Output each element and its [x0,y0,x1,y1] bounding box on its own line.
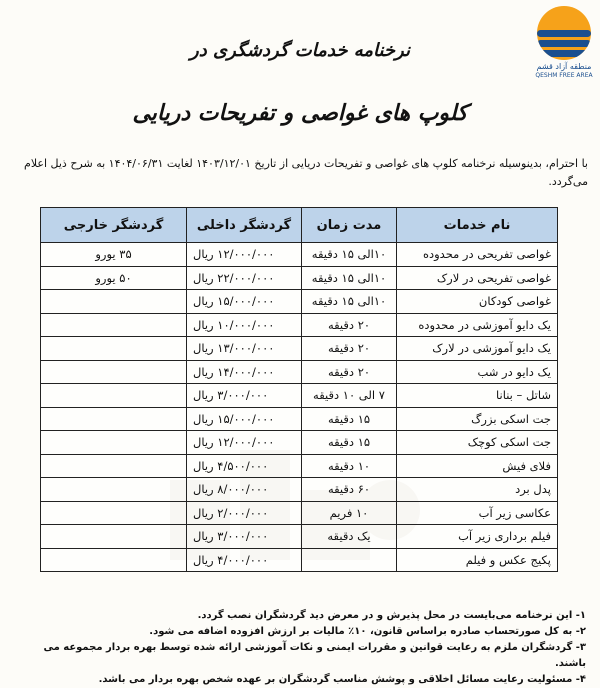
table-row [41,431,558,455]
note-item: ۲- به کل صورتحساب صادره براساس قانون، ۱۰٪ مالیات بر ارزش افزوده اضافه می شود. [149,626,586,637]
note-item: ۳- گردشگران ملزم به رعایت قوانین و مقررات ایمنی و نکات آموزشی ارائه شده توسط بهره بردار مجموعه می باشند. [43,642,586,669]
cell-service: پکیج عکس و فیلم [397,548,558,572]
cell-domestic: ۱۰/۰۰۰/۰۰۰ ریال [187,313,302,337]
table-row [41,337,558,361]
cell-service: فیلم برداری زیر آب [397,525,558,549]
cell-duration: ۱۵ دقیقه [302,431,397,455]
table-row [41,313,558,337]
cell-duration: ۲۰ دقیقه [302,360,397,384]
cell-service: فلای فیش [397,454,558,478]
cell-service: غواصی کودکان [397,290,558,314]
table-row [41,384,558,408]
cell-duration: ۲۰ دقیقه [302,337,397,361]
cell-foreign [41,337,187,361]
cell-foreign: ۵۰ یورو [41,266,187,290]
cell-foreign [41,313,187,337]
cell-service: پدل برد [397,478,558,502]
cell-domestic: ۱۳/۰۰۰/۰۰۰ ریال [187,337,302,361]
cell-duration: ۱۰ فریم [302,501,397,525]
cell-duration: ۱۰الی ۱۵ دقیقه [302,243,397,267]
cell-service: غواصی تفریحی در لارک [397,266,558,290]
cell-service: عکاسی زیر آب [397,501,558,525]
cell-service: غواصی تفریحی در محدوده [397,243,558,267]
note-item: ۴- مسئولیت رعایت مسائل اخلاقی و پوشش مناسب گردشگران بر عهده شخص بهره بردار می باشد. [98,674,586,685]
cell-domestic: ۱۲/۰۰۰/۰۰۰ ریال [187,431,302,455]
cell-duration: ۱۵ دقیقه [302,407,397,431]
header-duration: مدت زمان [302,208,397,243]
cell-foreign [41,407,187,431]
table-row [41,548,558,572]
document-title-line1: نرخنامه خدمات گردشگری در [190,40,410,61]
cell-service: یک دایو در شب [397,360,558,384]
cell-service: شاتل – بنانا [397,384,558,408]
cell-foreign [41,290,187,314]
cell-duration: ۶۰ دقیقه [302,478,397,502]
cell-foreign [41,360,187,384]
table-header-row [41,208,558,243]
document-title-line2: کلوپ های غواصی و تفریحات دریایی [132,100,468,126]
table-row [41,407,558,431]
cell-foreign: ۳۵ یورو [41,243,187,267]
table-row [41,290,558,314]
cell-domestic: ۳/۰۰۰/۰۰۰ ریال [187,525,302,549]
cell-service: جت اسکی بزرگ [397,407,558,431]
cell-duration: ۲۰ دقیقه [302,313,397,337]
table-row [41,243,558,267]
table-row [41,478,558,502]
notes-list [16,608,586,688]
cell-duration: ۱۰الی ۱۵ دقیقه [302,290,397,314]
cell-domestic: ۱۵/۰۰۰/۰۰۰ ریال [187,290,302,314]
table-row [41,525,558,549]
cell-domestic: ۱۴/۰۰۰/۰۰۰ ریال [187,360,302,384]
cell-service: یک دایو آموزشی در محدوده [397,313,558,337]
cell-duration: ۱۰الی ۱۵ دقیقه [302,266,397,290]
cell-domestic: ۴/۰۰۰/۰۰۰ ریال [187,548,302,572]
cell-domestic: ۲۲/۰۰۰/۰۰۰ ریال [187,266,302,290]
cell-duration: ۱۰ دقیقه [302,454,397,478]
cell-duration: ۷ الی ۱۰ دقیقه [302,384,397,408]
table-row [41,360,558,384]
logo-subtitle: QESHM FREE AREA [535,72,593,79]
header-foreign: گردشگر خارجی [41,208,187,243]
cell-foreign [41,501,187,525]
intro-paragraph: با احترام، بدینوسیله نرخنامه کلوپ های غواصی و تفریحات دریایی از تاریخ ۱۴۰۳/۱۲/۰۱ لغایت ۱۴۰۴/۰۶/۳۱ به شرح ذیل اعلام می‌گردد. [24,157,588,188]
cell-service: جت اسکی کوچک [397,431,558,455]
cell-foreign [41,431,187,455]
tariff-table [40,207,558,572]
header-domestic: گردشگر داخلی [187,208,302,243]
table-body [41,243,558,572]
cell-service: یک دایو آموزشی در لارک [397,337,558,361]
cell-duration [302,548,397,572]
cell-foreign [41,454,187,478]
cell-domestic: ۱۵/۰۰۰/۰۰۰ ریال [187,407,302,431]
cell-domestic: ۳/۰۰۰/۰۰۰ ریال [187,384,302,408]
cell-foreign [41,548,187,572]
cell-domestic: ۴/۵۰۰/۰۰۰ ریال [187,454,302,478]
cell-foreign [41,384,187,408]
cell-foreign [41,478,187,502]
table-row [41,501,558,525]
cell-foreign [41,525,187,549]
header-service: نام خدمات [397,208,558,243]
cell-domestic: ۸/۰۰۰/۰۰۰ ریال [187,478,302,502]
cell-duration: یک دقیقه [302,525,397,549]
table-row [41,266,558,290]
cell-domestic: ۱۲/۰۰۰/۰۰۰ ریال [187,243,302,267]
table-row [41,454,558,478]
cell-domestic: ۲/۰۰۰/۰۰۰ ریال [187,501,302,525]
logo-name: منطقه آزاد قشم [536,62,592,71]
note-item: ۱- این نرخنامه می‌بایست در محل پذیرش و در معرض دید گردشگران نصب گردد. [197,610,586,621]
